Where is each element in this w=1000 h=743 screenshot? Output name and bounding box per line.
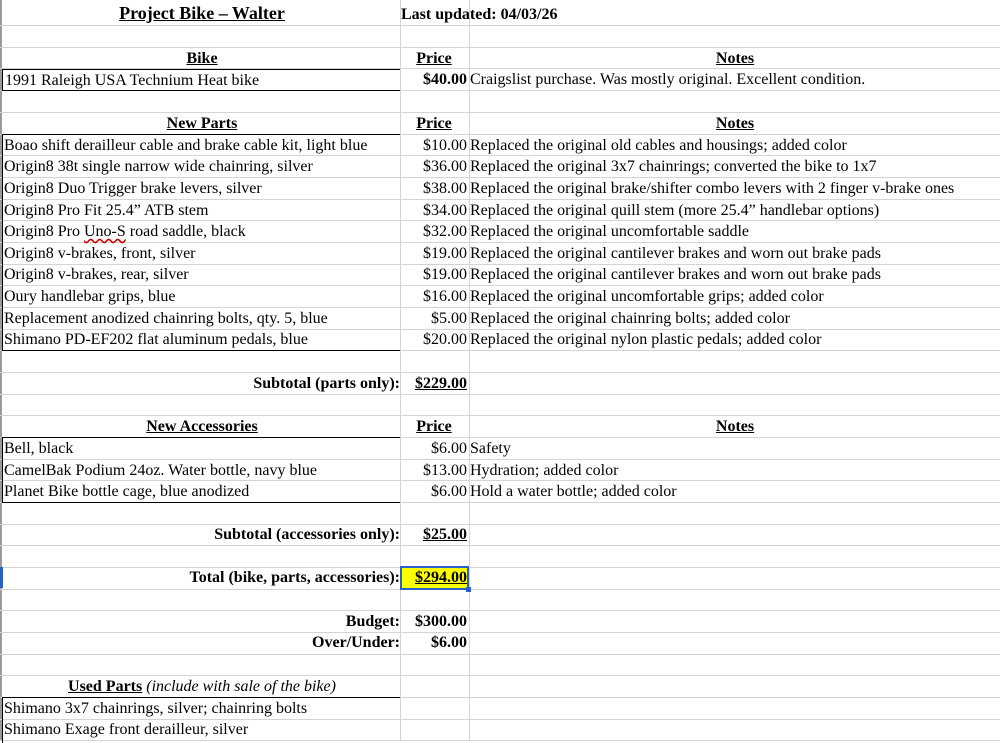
spellcheck-flagged-word: Uno-S bbox=[84, 223, 126, 240]
parts-header[interactable]: New Parts bbox=[166, 115, 238, 132]
row-gridline bbox=[0, 589, 1000, 590]
overunder-label[interactable]: Over/Under: bbox=[312, 634, 400, 651]
fill-handle[interactable] bbox=[466, 587, 471, 592]
part-row-price[interactable]: $20.00 bbox=[423, 331, 467, 348]
part-row-name[interactable]: Replacement anodized chainring bolts, qty. 5, blue bbox=[4, 310, 328, 327]
row-gridline bbox=[0, 545, 1000, 546]
part-row-price[interactable]: $34.00 bbox=[423, 202, 467, 219]
part-row-name[interactable]: Boao shift derailleur cable and brake cable kit, light blue bbox=[4, 137, 368, 154]
part-row-name[interactable]: Origin8 v-brakes, rear, silver bbox=[4, 266, 189, 283]
part-row-name[interactable]: Origin8 Duo Trigger brake levers, silver bbox=[4, 180, 262, 197]
used-parts-heading: Used Parts bbox=[68, 678, 143, 695]
part-row-notes[interactable]: Replaced the original old cables and housings; added color bbox=[470, 137, 847, 154]
active-row-indicator bbox=[0, 567, 3, 588]
row-gridline bbox=[0, 654, 1000, 655]
part-row-notes[interactable]: Replaced the original quill stem (more 25.4” handlebar options) bbox=[470, 202, 880, 219]
part-row-notes[interactable]: Replaced the original cantilever brakes and worn out brake pads bbox=[470, 266, 881, 283]
last-updated[interactable]: Last updated: 04/03/26 bbox=[401, 6, 558, 23]
accessory-row-notes[interactable]: Safety bbox=[470, 440, 511, 457]
part-name-suffix: road saddle, black bbox=[125, 223, 246, 240]
overunder-value[interactable]: $6.00 bbox=[431, 634, 467, 651]
accessory-row-name[interactable]: Planet Bike bottle cage, blue anodized bbox=[4, 483, 250, 500]
part-row-name[interactable]: Origin8 38t single narrow wide chainring, silver bbox=[4, 158, 313, 175]
part-row-notes[interactable]: Replaced the original uncomfortable grips; added color bbox=[470, 288, 824, 305]
part-row-notes[interactable]: Replaced the original brake/shifter combo levers with 2 finger v-brake ones bbox=[470, 180, 955, 197]
part-row-notes[interactable]: Replaced the original chainring bolts; added color bbox=[470, 310, 790, 327]
row-gridline bbox=[0, 25, 1000, 26]
accessory-row-name[interactable]: Bell, black bbox=[4, 440, 74, 457]
accessory-row-name[interactable]: CamelBak Podium 24oz. Water bottle, navy blue bbox=[4, 462, 318, 479]
part-row-name[interactable]: Origin8 Pro Fit 25.4” ATB stem bbox=[4, 202, 209, 219]
bike-notes-cell[interactable]: Craigslist purchase. Was mostly original. Excellent condition. bbox=[470, 71, 866, 88]
part-row-price[interactable]: $38.00 bbox=[423, 180, 467, 197]
part-row-name[interactable]: Shimano PD-EF202 flat aluminum pedals, blue bbox=[4, 331, 308, 348]
accessories-subtotal-label[interactable]: Subtotal (accessories only): bbox=[214, 526, 400, 543]
accessories-notes-header[interactable]: Notes bbox=[715, 418, 755, 435]
used-parts-heading-cell[interactable] bbox=[4, 676, 400, 697]
used-part-row-name[interactable]: Shimano Exage front derailleur, silver bbox=[4, 721, 249, 738]
accessory-row-notes[interactable]: Hydration; added color bbox=[470, 462, 619, 479]
budget-value[interactable]: $300.00 bbox=[415, 613, 467, 630]
total-value-selected-cell[interactable]: $294.00 bbox=[401, 567, 468, 589]
bike-header[interactable]: Bike bbox=[186, 50, 218, 67]
part-row-price[interactable]: $36.00 bbox=[423, 158, 467, 175]
accessories-price-header[interactable]: Price bbox=[416, 418, 452, 435]
part-row-price[interactable]: $32.00 bbox=[423, 223, 467, 240]
part-row-price[interactable]: $10.00 bbox=[423, 137, 467, 154]
part-row-name[interactable]: Oury handlebar grips, blue bbox=[4, 288, 176, 305]
part-row-price[interactable]: $5.00 bbox=[431, 310, 467, 327]
accessories-subtotal-value[interactable]: $25.00 bbox=[423, 526, 467, 543]
bike-price-cell[interactable]: $40.00 bbox=[423, 71, 467, 88]
part-row-notes[interactable]: Replaced the original nylon plastic pedals; added color bbox=[470, 331, 822, 348]
part-row-price[interactable]: $16.00 bbox=[423, 288, 467, 305]
part-row-price[interactable]: $19.00 bbox=[423, 266, 467, 283]
accessory-row-price[interactable]: $6.00 bbox=[431, 483, 467, 500]
part-row-notes[interactable]: Replaced the original 3x7 chainrings; converted the bike to 1x7 bbox=[470, 158, 877, 175]
used-part-row-name[interactable]: Shimano 3x7 chainrings, silver; chainring bolts bbox=[4, 700, 308, 717]
accessory-row-price[interactable]: $13.00 bbox=[423, 462, 467, 479]
budget-label[interactable]: Budget: bbox=[345, 613, 400, 630]
part-row-notes[interactable]: Replaced the original uncomfortable saddle bbox=[470, 223, 750, 240]
accessory-row-price[interactable]: $6.00 bbox=[431, 440, 467, 457]
bike-price-header[interactable]: Price bbox=[416, 50, 452, 67]
part-row-notes[interactable]: Replaced the original cantilever brakes and worn out brake pads bbox=[470, 245, 881, 262]
total-label[interactable]: Total (bike, parts, accessories): bbox=[189, 569, 400, 586]
used-parts-note: (include with sale of the bike) bbox=[142, 678, 336, 695]
bike-name-cell[interactable]: 1991 Raleigh USA Technium Heat bike bbox=[2, 69, 400, 91]
sheet-title[interactable]: Project Bike – Walter bbox=[119, 3, 285, 23]
part-row-name[interactable]: Origin8 v-brakes, front, silver bbox=[4, 245, 196, 262]
accessories-header[interactable]: New Accessories bbox=[146, 418, 258, 435]
bike-notes-header[interactable]: Notes bbox=[715, 50, 755, 67]
accessory-row-notes[interactable]: Hold a water bottle; added color bbox=[470, 483, 677, 500]
parts-notes-header[interactable]: Notes bbox=[715, 115, 755, 132]
part-row-price[interactable]: $19.00 bbox=[423, 245, 467, 262]
part-row-name[interactable] bbox=[4, 221, 400, 242]
parts-subtotal-label[interactable]: Subtotal (parts only): bbox=[253, 375, 400, 392]
parts-subtotal-value[interactable]: $229.00 bbox=[415, 375, 467, 392]
row-gridline bbox=[0, 394, 1000, 395]
part-name-prefix: Origin8 Pro bbox=[4, 223, 84, 240]
parts-price-header[interactable]: Price bbox=[416, 115, 452, 132]
